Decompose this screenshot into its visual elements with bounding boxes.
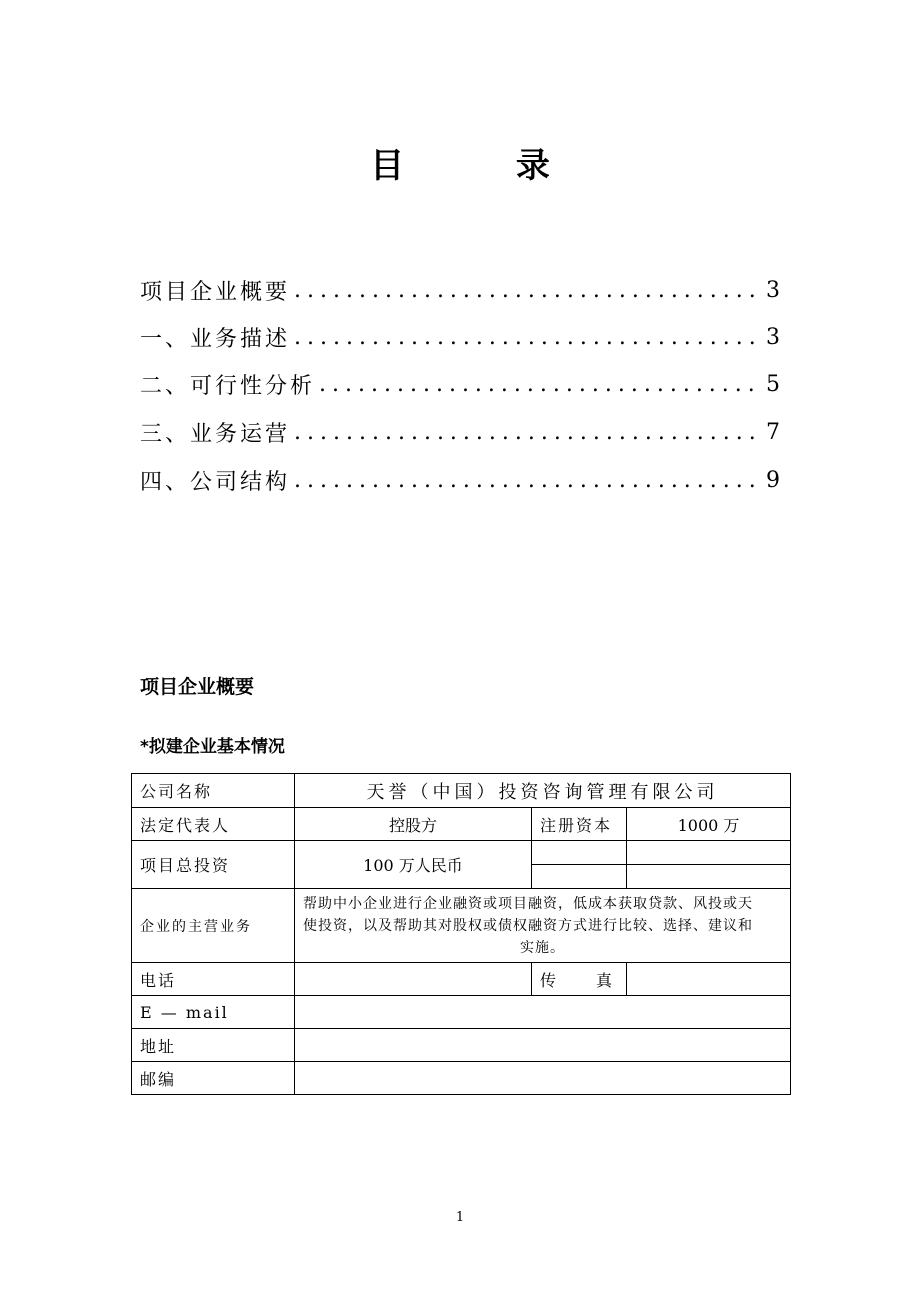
toc-entry-label: 项目企业概要 [140,279,291,305]
toc-entry[interactable] [140,320,780,354]
empty-cell [532,865,627,889]
main-business-value [295,889,791,963]
table-row [132,808,791,841]
phone-value [295,963,532,996]
toc-entry[interactable] [140,463,780,497]
toc-entry-page: 7 [766,419,780,445]
table-row [132,774,791,808]
main-business-line: 帮助中小企业进行企业融资或项目融资，低成本获取贷款、风投或天 [303,895,753,912]
toc-entry-label: 二、可行性分析 [140,373,316,399]
table-row [132,841,791,865]
toc-entry-label: 三、业务运营 [140,421,291,447]
legal-rep-value: 控股方 [295,808,532,841]
total-invest-label: 项目总投资 [132,841,295,889]
toc-leader-dots [294,325,762,350]
company-info-table [131,773,791,1095]
fax-value [627,963,791,996]
legal-rep-label: 法定代表人 [132,808,295,841]
table-row [132,963,791,996]
toc-entry-page: 5 [766,371,780,397]
fax-label-char: 传 [540,970,557,990]
table-row [132,996,791,1029]
toc-entry[interactable] [140,273,780,307]
main-business-line: 实施。 [520,939,565,956]
toc-entry-page: 3 [766,324,780,350]
empty-cell [627,865,791,889]
table-row [132,889,791,963]
toc-entry-label: 四、公司结构 [140,469,291,495]
toc-entry[interactable] [140,415,780,449]
fax-label-char: 真 [596,970,613,990]
toc-entry-page: 3 [766,277,780,303]
email-label: E — mail [132,996,295,1029]
empty-cell [532,841,627,865]
postcode-value [295,1062,791,1095]
section-heading: 项目企业概要 [140,676,255,698]
address-value [295,1029,791,1062]
toc-leader-dots [294,278,762,303]
empty-cell [627,841,791,865]
table-row [132,1029,791,1062]
reg-capital-value: 1000 万 [627,808,791,841]
toc-entry-page: 9 [766,467,780,493]
main-business-line: 使投资，以及帮助其对股权或债权融资方式进行比较、选择、建议和 [303,917,753,934]
phone-label: 电话 [132,963,295,996]
toc-leader-dots [294,420,762,445]
table-row [132,1062,791,1095]
sub-heading: *拟建企业基本情况 [140,737,285,757]
email-value [295,996,791,1029]
total-invest-value: 100 万人民币 [295,841,532,889]
address-label: 地址 [132,1029,295,1062]
toc-leader-dots [319,372,762,397]
toc-entry-label: 一、业务描述 [140,326,291,352]
main-business-label: 企业的主营业务 [132,889,295,963]
fax-label [532,963,627,996]
toc-leader-dots [294,468,762,493]
page-number: 1 [455,1210,465,1225]
company-name-label: 公司名称 [132,774,295,808]
postcode-label: 邮编 [132,1062,295,1095]
toc-entry[interactable] [140,367,780,401]
reg-capital-label: 注册资本 [532,808,627,841]
company-name-value: 天誉（中国）投资咨询管理有限公司 [295,774,791,808]
toc-title: 目 录 [370,146,600,186]
